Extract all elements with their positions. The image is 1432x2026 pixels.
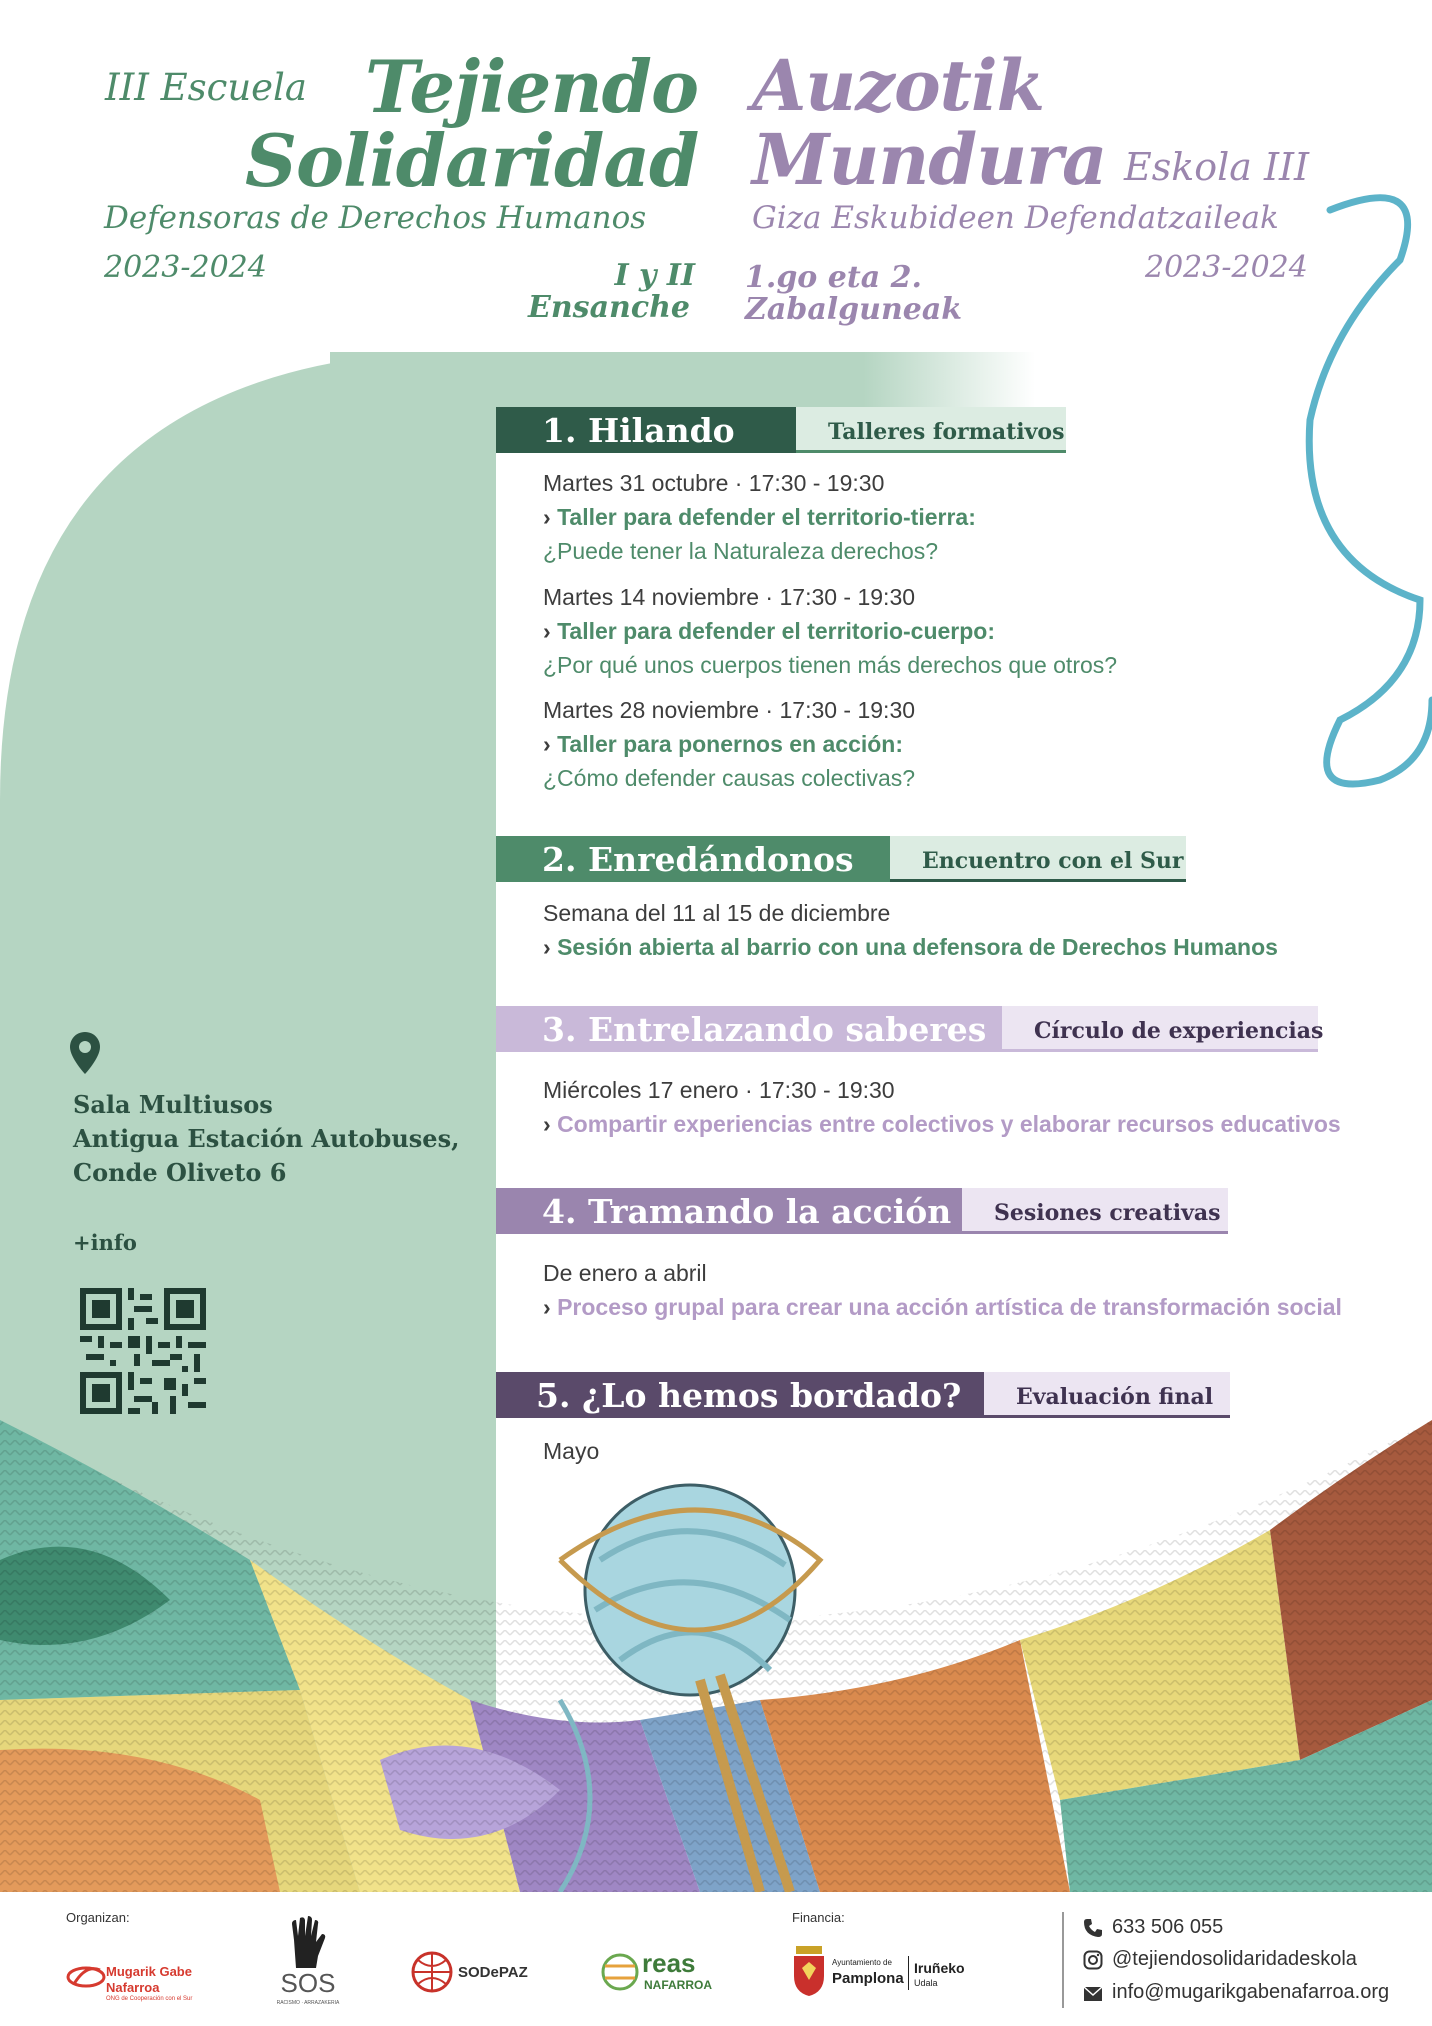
mugarik-gabe-icon xyxy=(66,1964,106,1990)
section-4-title: 4. Tramando la acción xyxy=(496,1188,962,1234)
instagram-handle[interactable]: @tejiendosolidaridadeskola xyxy=(1112,1948,1357,1970)
instagram-icon xyxy=(1083,1950,1103,1970)
s1-item-1-title: › Taller para defender el territorio-tierra: xyxy=(543,504,976,530)
es-title-line-1: Tejiendo xyxy=(365,44,699,129)
footer-divider xyxy=(1062,1912,1064,2008)
ayto-line-1: Ayuntamiento de xyxy=(832,1958,892,1967)
ayto-divider xyxy=(908,1956,909,1990)
section-4-header xyxy=(496,1188,1228,1234)
es-zone-line-1: I y II xyxy=(614,258,695,293)
section-3-tag: Círculo de experiencias xyxy=(1002,1006,1318,1052)
logo-reas-nafarroa xyxy=(600,1948,730,2004)
s1-item-1-desc: ¿Puede tener la Naturaleza derechos? xyxy=(543,538,939,564)
s1-item-3-date: Martes 28 noviembre · 17:30 - 19:30 xyxy=(543,697,916,723)
email-icon xyxy=(1083,1984,1103,2004)
s2-item: › Sesión abierta al barrio con una defensora de Derechos Humanos xyxy=(543,934,1278,960)
eu-title-line-1: Auzotik xyxy=(752,44,1045,127)
financia-label: Financia: xyxy=(792,1910,845,1925)
eu-title-suffix: Eskola III xyxy=(1124,145,1310,189)
phone-icon xyxy=(1083,1918,1103,1938)
reas-globe-icon xyxy=(600,1952,640,1992)
hand-icon xyxy=(288,1916,328,1968)
location-pin-icon xyxy=(70,1032,100,1074)
s1-item-3-title: › Taller para ponernos en acción: xyxy=(543,731,904,757)
logo-ayuntamiento-pamplona xyxy=(792,1946,972,2006)
section-1-header xyxy=(496,407,1066,453)
globe-icon xyxy=(410,1950,454,1994)
logo-sos-racismo xyxy=(272,1916,344,2012)
es-subtitle: Defensoras de Derechos Humanos xyxy=(104,200,647,236)
ayto-line-4: Udala xyxy=(914,1978,938,1988)
s1-item-2-title: › Taller para defender el territorio-cuerpo: xyxy=(543,618,996,644)
section-2-tag: Encuentro con el Sur xyxy=(890,836,1186,882)
section-5-header xyxy=(496,1372,1230,1418)
s3-item: › Compartir experiencias entre colectivos y elaborar recursos educativos xyxy=(543,1111,1341,1137)
qr-code[interactable] xyxy=(80,1288,206,1414)
venue-line-3: Conde Oliveto 6 xyxy=(73,1158,287,1187)
venue-line-1: Sala Multiusos xyxy=(73,1090,273,1119)
organizan-label: Organizan: xyxy=(66,1910,130,1925)
section-1-tag: Talleres formativos xyxy=(796,407,1066,453)
footer xyxy=(0,1892,1432,2026)
phone-number[interactable]: 633 506 055 xyxy=(1112,1916,1224,1938)
section-4-tag: Sesiones creativas xyxy=(962,1188,1228,1234)
es-title-prefix: III Escuela xyxy=(105,66,307,109)
s1-item-1-date: Martes 31 octubre · 17:30 - 19:30 xyxy=(543,470,885,496)
s4-item: › Proceso grupal para crear una acción artística de transformación social xyxy=(543,1294,1342,1320)
eu-title-line-2: Mundura xyxy=(752,118,1107,201)
section-2-header xyxy=(496,836,1186,882)
ayto-line-2: Pamplona xyxy=(832,1970,904,1987)
logo-mugarik-gabe xyxy=(66,1962,226,2012)
section-1-title: 1. Hilando xyxy=(496,407,796,453)
s1-item-2-date: Martes 14 noviembre · 17:30 - 19:30 xyxy=(543,584,916,610)
email-address[interactable]: info@mugarikgabenafarroa.org xyxy=(1112,1981,1390,2003)
mugarik-gabe-tagline: ONG de Cooperación con el Sur xyxy=(106,1996,193,2002)
s1-item-2-desc: ¿Por qué unos cuerpos tienen más derechos que otros? xyxy=(543,652,1118,678)
coat-of-arms-icon xyxy=(792,1946,826,1996)
logo-sodepaz xyxy=(410,1950,540,2000)
s3-date: Miércoles 17 enero · 17:30 - 19:30 xyxy=(543,1077,895,1103)
venue-line-2: Antigua Estación Autobuses, xyxy=(73,1124,460,1153)
section-5-title: 5. ¿Lo hemos bordado? xyxy=(496,1372,984,1418)
sos-text: SOS xyxy=(280,1968,336,1998)
es-zone-line-2: Ensanche xyxy=(528,290,690,325)
ayto-line-3: Iruñeko xyxy=(914,1960,965,1976)
section-3-header xyxy=(496,1006,1324,1052)
more-info-label: +info xyxy=(73,1230,137,1255)
section-3-title: 3. Entrelazando saberes xyxy=(496,1006,1002,1052)
sodepaz-text: SODePAZ xyxy=(458,1964,528,1981)
reas-region: NAFARROA xyxy=(644,1978,712,1992)
sos-subtext: RACISMO · ARRAZAKERIA xyxy=(276,2000,340,2006)
s4-date: De enero a abril xyxy=(543,1260,707,1286)
eu-years: 2023-2024 xyxy=(1145,250,1308,285)
section-5-tag: Evaluación final xyxy=(984,1372,1230,1418)
section-2-title: 2. Enredándonos xyxy=(496,836,890,882)
es-title-line-2: Solidaridad xyxy=(245,118,699,203)
eu-zone-line-1: 1.go eta 2. xyxy=(745,260,922,295)
es-years: 2023-2024 xyxy=(104,250,267,285)
mugarik-gabe-region: Nafarroa xyxy=(106,1980,160,1995)
s2-date: Semana del 11 al 15 de diciembre xyxy=(543,900,891,926)
s1-item-3-desc: ¿Cómo defender causas colectivas? xyxy=(543,765,916,791)
reas-text: reas xyxy=(642,1948,696,1978)
thread-illustration xyxy=(1309,198,1432,784)
eu-zone-line-2: Zabalguneak xyxy=(745,292,963,327)
mugarik-gabe-name: Mugarik Gabe xyxy=(106,1964,192,1979)
eu-subtitle: Giza Eskubideen Defendatzaileak xyxy=(752,200,1279,236)
s5-date: Mayo xyxy=(543,1438,600,1464)
